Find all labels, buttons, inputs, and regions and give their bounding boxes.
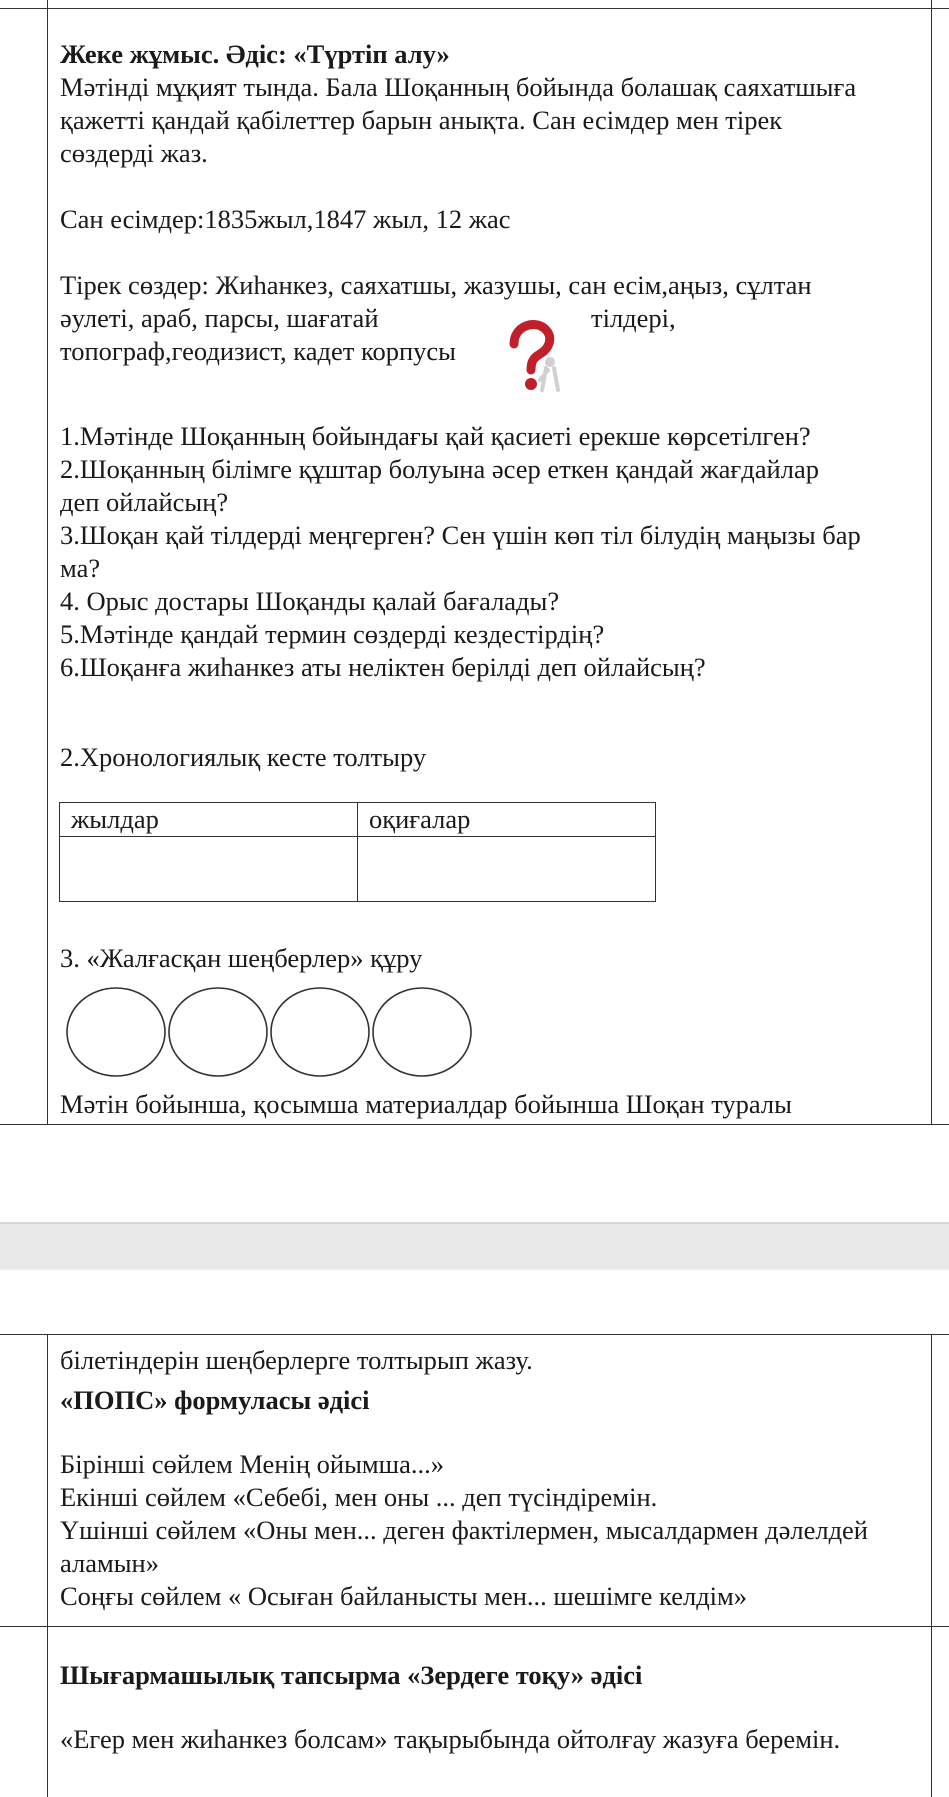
keywords-line-2 — [60, 302, 930, 335]
page-separator-bottom-edge — [0, 1268, 949, 1270]
task2-title: 2.Хронологиялық кесте толтыру — [60, 742, 427, 772]
question-3-cont: ма? — [60, 553, 101, 583]
question-1: 1.Мәтінде Шоқанның бойындағы қай қасиеті ерекше көрсетілген? — [60, 421, 811, 451]
question-2: 2.Шоқанның білімге құштар болуына әсер еткен қандай жағдайлар — [60, 454, 819, 484]
circle-4 — [373, 988, 471, 1076]
page1-last-line: Мәтін бойынша, қосымша материалдар бойынша Шоқан туралы — [60, 1089, 792, 1119]
question-2-cont: деп ойлайсың? — [60, 487, 229, 517]
table-cell-years[interactable] — [60, 837, 358, 902]
question-3: 3.Шоқан қай тілдерді меңгерген? Сен үшін көп тіл білудің маңызы бар — [60, 520, 861, 550]
table-cell-events[interactable] — [358, 837, 656, 902]
page2-top-rule — [0, 1334, 949, 1335]
pops-line-5: Соңғы сөйлем « Осыған байланысты мен... шешімге келдім» — [60, 1581, 748, 1611]
chronology-table — [59, 802, 656, 902]
intro-line-2: қажетті қандай қабілеттер барын анықта. Сан есімдер мен тірек — [60, 105, 783, 135]
task3-title: 3. «Жалғасқан шеңберлер» құру — [60, 943, 423, 973]
circle-2 — [169, 988, 267, 1076]
intro-line-1: Мәтінді мұқият тында. Бала Шоқанның бойында болашақ саяхатшыға — [60, 72, 857, 102]
keywords-line-2-start: әулеті, араб, парсы, шағатай — [60, 303, 379, 333]
circle-3 — [271, 988, 369, 1076]
question-mark-thinker-icon — [500, 318, 570, 406]
page2-first-line: білетіндерін шеңберлерге толтырып жазу. — [60, 1345, 533, 1375]
pops-line-3: Үшінші сөйлем «Оны мен... деген фактілермен, мысалдармен дәлелдей — [60, 1515, 868, 1545]
table-header-years: жылдар — [60, 803, 358, 837]
question-5: 5.Мәтінде қандай термин сөздерді кездестірдің? — [60, 619, 605, 649]
keywords-line-3: топограф,геодизист, кадет корпусы — [60, 336, 456, 366]
pops-line-2: Екінші сөйлем «Себебі, мен оны ... деп түсіндіремін. — [60, 1482, 658, 1512]
keywords-line-1: Тірек сөздер: Жиһанкез, саяхатшы, жазушы, сан есім,аңыз, сұлтан — [60, 270, 812, 300]
pops-line-4: аламын» — [60, 1548, 159, 1578]
page2-right-border — [931, 1334, 932, 1797]
table-right-border — [931, 0, 932, 1125]
question-4: 4. Орыс достары Шоқанды қалай бағалады? — [60, 586, 560, 616]
intro-line-3: сөздерді жаз. — [60, 138, 208, 168]
pops-title: «ПОПС» формуласы әдісі — [60, 1385, 370, 1415]
numbers-line: Сан есімдер:1835жыл,1847 жыл, 12 жас — [60, 204, 511, 234]
keywords-line-2-end: тілдері, — [591, 303, 676, 333]
page-separator — [0, 1223, 949, 1269]
table-header-events: оқиғалар — [358, 803, 656, 837]
page2-left-border — [47, 1334, 48, 1797]
pops-line-1: Бірінші сөйлем Менің ойымша...» — [60, 1449, 444, 1479]
page-separator-top-edge — [0, 1222, 949, 1224]
row-divider — [0, 1626, 949, 1627]
top-rule — [0, 8, 949, 9]
creative-task-title: Шығармашылық тапсырма «Зердеге тоқу» әдісі — [60, 1660, 643, 1690]
table-left-border — [47, 0, 48, 1125]
question-6: 6.Шоқанға жиһанкез аты неліктен берілді деп ойлайсың? — [60, 652, 706, 682]
document-page-2 — [0, 1334, 949, 1797]
circle-1 — [67, 988, 165, 1076]
section-heading: Жеке жұмыс. Әдіс: «Түртіп алу» — [60, 39, 450, 69]
linked-circles — [66, 985, 486, 1093]
creative-task-text: «Егер мен жиһанкез болсам» тақырыбында ойтолғау жазуға беремін. — [60, 1724, 841, 1754]
bottom-rule — [0, 1124, 949, 1125]
